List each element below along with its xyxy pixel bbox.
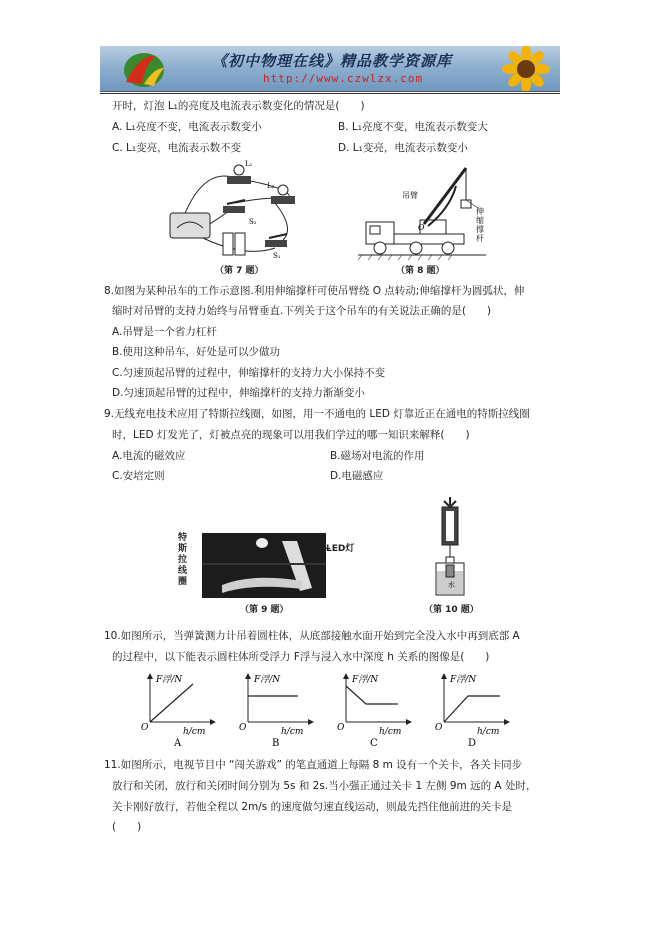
q8-label-strut-2: 缩 (476, 216, 484, 225)
q9-option-c: C.安培定则 (112, 470, 165, 482)
graph-a-xlabel: h/cm (183, 727, 206, 737)
q8-stem-line2: 缩时对吊臂的支持力始终与吊臂垂直.下列关于这个吊车的有关说法正确的是( ) (112, 305, 492, 317)
graph-c-origin: O (337, 723, 345, 733)
banner-url: http://www.czwlzx.com (263, 72, 424, 85)
q7-option-a: A. L₁亮度不变，电流表示数变小 (112, 121, 262, 133)
q8-label-boom: 吊臂 (402, 191, 418, 200)
graph-d-letter: D (468, 738, 477, 749)
banner-title: 《初中物理在线》精品教学资源库 (212, 52, 453, 70)
graph-a-line (150, 684, 193, 722)
q11-stem-line2: 放行和关闭，放行和关闭时间分别为 5s 和 2s.当小强正通过关卡 1 左侧 9m 远的 A 处时， (112, 780, 537, 792)
graph-d-ylabel: F浮/N (450, 675, 477, 685)
logo-icon (114, 48, 174, 90)
q9-stem-line2: 时，LED 灯发光了，灯被点亮的现象可以用我们学过的哪一知识来解释( ) (112, 429, 470, 441)
q7-label-l2: L₂ (267, 182, 275, 190)
q7-caption: （第 7 题） (215, 266, 264, 276)
q8-label-strut-1: 伸 (476, 207, 484, 216)
q7-option-c: C. L₁变亮，电流表示数不变 (112, 142, 242, 154)
q8-option-d: D.匀速顶起吊臂的过程中，伸缩撑杆的支持力渐渐变小 (112, 387, 365, 399)
q8-option-b: B.使用这种吊车，好处是可以少做功 (112, 346, 281, 358)
graph-a-letter: A (174, 738, 182, 749)
q9-option-a: A.电流的磁效应 (112, 450, 186, 462)
graph-d-xlabel: h/cm (477, 727, 500, 737)
q8-option-c: C.匀速顶起吊臂的过程中，伸缩撑杆的支持力大小保持不变 (112, 367, 386, 379)
q10-label-water: 水 (448, 581, 455, 589)
graph-c-ylabel: F浮/N (352, 675, 379, 685)
graph-b-ylabel: F浮/N (254, 675, 281, 685)
graph-b-origin: O (239, 723, 247, 733)
q7-circuit-figure (165, 158, 315, 263)
q8-stem-line1: 8.如图为某种吊车的工作示意图.利用伸缩撑杆可使吊臂绕 O 点转动;伸缩撑杆为圆弧状，伸 (104, 285, 525, 297)
q8-label-strut-3: 撑 (476, 225, 484, 234)
q9-option-d: D.电磁感应 (330, 470, 384, 482)
q7-option-d: D. L₁变亮，电流表示数变小 (338, 142, 468, 154)
header-rule (100, 93, 560, 94)
q9-label-led: LED灯 (326, 544, 355, 554)
q9-photo-figure (178, 533, 328, 598)
graph-b-letter: B (272, 738, 280, 749)
graph-c-letter: C (370, 738, 378, 749)
q9-coil-char-1: 特 (178, 533, 188, 543)
q8-caption: （第 8 题） (396, 266, 445, 276)
q9-coil-char-5: 圈 (178, 577, 188, 587)
q8-crane-figure (358, 160, 488, 265)
q8-label-pivot: O (418, 223, 425, 232)
q9-stem-line1: 9.无线充电技术应用了特斯拉线圈，如图，用一不通电的 LED 灯靠近正在通电的特斯拉线圈 (104, 408, 530, 420)
q9-label-coil (178, 533, 198, 598)
q10-stem-line2: 的过程中，以下能表示圆柱体所受浮力 F浮与浸入水中深度 h 关系的图像是( ) (112, 651, 490, 663)
q9-option-b: B.磁场对电流的作用 (330, 450, 425, 462)
header-banner (100, 46, 560, 92)
q9-coil-char-3: 拉 (178, 555, 188, 565)
q9-caption: （第 9 题） (240, 605, 289, 615)
q7-label-s1: S₁ (273, 252, 281, 260)
graph-c (337, 674, 409, 749)
graph-d-line (444, 696, 500, 722)
graph-b-xlabel: h/cm (281, 727, 304, 737)
graph-b (239, 674, 311, 749)
q9-coil-char-2: 斯 (178, 544, 188, 554)
q10-graphs (138, 672, 558, 750)
graph-a-origin: O (141, 723, 149, 733)
q7-label-s2: S₂ (249, 218, 257, 226)
q7-stem: 开时，灯泡 L₁的亮度及电流表示数变化的情况是( ) (112, 100, 365, 112)
graph-c-xlabel: h/cm (379, 727, 402, 737)
q10-apparatus-figure (430, 497, 470, 597)
q11-stem-line3: 关卡刚好放行，若他全程以 2m/s 的速度做匀速直线运动，则最先挡住他前进的关卡是 (112, 801, 513, 813)
sunflower-icon (492, 46, 560, 91)
q7-label-l1: L₁ (245, 160, 253, 168)
q8-label-strut-4: 杆 (476, 234, 484, 243)
q9-coil-char-4: 线 (178, 566, 188, 576)
graph-a-ylabel: F浮/N (156, 675, 183, 685)
q11-stem-line4: ( ) (112, 821, 142, 833)
q7-option-b: B. L₁亮度不变，电流表示数变大 (338, 121, 488, 133)
graph-d-origin: O (435, 723, 443, 733)
graph-a (141, 674, 213, 749)
graph-d (435, 674, 507, 749)
graph-c-line (346, 686, 398, 704)
q10-stem-line1: 10.如图所示，当弹簧测力计吊着圆柱体，从底部接触水面开始到完全没入水中再到底部 A (104, 630, 520, 642)
q10-caption: （第 10 题） (424, 605, 479, 615)
q11-stem-line1: 11.如图所示，电视节目中 “闯关游戏” 的笔直通道上每隔 8 m 设有一个关卡，各关卡同步 (104, 759, 523, 771)
q8-option-a: A.吊臂是一个省力杠杆 (112, 326, 217, 338)
